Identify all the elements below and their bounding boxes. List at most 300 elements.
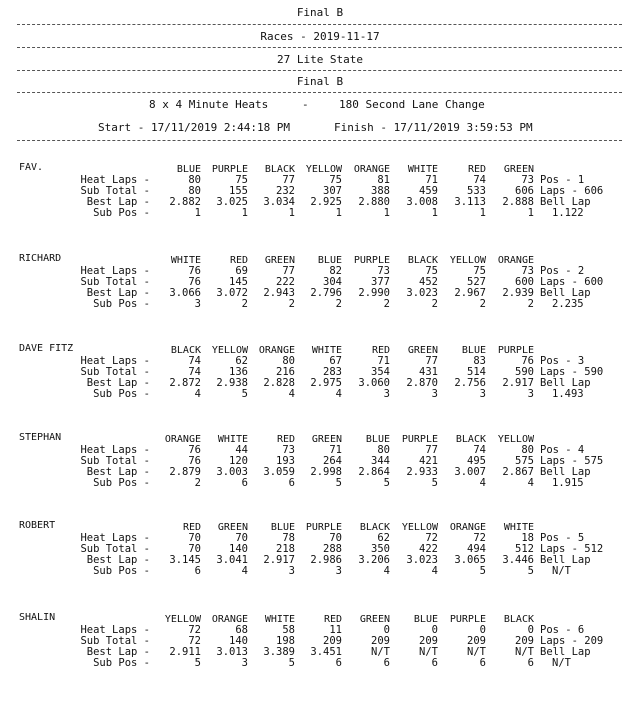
value-cell: 2.998 (310, 466, 342, 478)
value-cell: 2.917 (502, 377, 534, 389)
lane-color: GREEN (503, 164, 534, 175)
lane-color: WHITE (503, 522, 534, 533)
value-cell: 5 (431, 477, 438, 489)
value-cell: 4 (288, 388, 295, 400)
lane-color: BLUE (365, 434, 390, 445)
lane-color: PURPLE (211, 164, 248, 175)
start-time: Start - 17/11/2019 2:44:18 PM (98, 121, 291, 134)
value-cell: 495 (467, 455, 486, 467)
lane-color: RED (467, 164, 486, 175)
value-cell: 304 (323, 276, 342, 288)
value-cell: 3.072 (216, 287, 248, 299)
value-cell: 575 (515, 455, 534, 467)
row-label: Sub Total - (80, 635, 150, 647)
value-cell: 209 (419, 635, 438, 647)
laps: Laps - 512 (540, 543, 604, 555)
laps: Laps - 575 (540, 455, 604, 467)
value-cell: 590 (515, 366, 534, 378)
value-cell: 2 (527, 298, 534, 310)
lane-color: BLUE (461, 345, 486, 356)
value-cell: 527 (467, 276, 486, 288)
divider (17, 92, 622, 93)
value-cell: 193 (276, 455, 295, 467)
lane-color: YELLOW (305, 164, 342, 175)
value-cell: 2.990 (358, 287, 390, 299)
lane-color: BLUE (413, 614, 438, 625)
value-cell: 83 (473, 355, 486, 367)
value-cell: 3.206 (358, 554, 390, 566)
value-cell: 2 (194, 477, 201, 489)
value-cell: 232 (276, 185, 295, 197)
value-cell: 73 (282, 444, 295, 456)
value-cell: 2.888 (502, 196, 534, 208)
bell-lap-label: Bell Lap (540, 377, 591, 389)
value-cell: 5 (194, 657, 201, 669)
laps: Laps - 600 (540, 276, 604, 288)
value-cell: 3.025 (216, 196, 248, 208)
value-cell: 3.034 (263, 196, 295, 208)
value-cell: 4 (335, 388, 342, 400)
racer-block (0, 520, 640, 600)
heat-format-line (0, 98, 640, 111)
value-cell: 431 (419, 366, 438, 378)
value-cell: 3.060 (358, 377, 390, 389)
pos: Pos - 2 (540, 265, 585, 277)
value-cell: 72 (473, 532, 486, 544)
row-label: Best Lap - (86, 466, 150, 478)
value-cell: 1 (288, 207, 295, 219)
value-cell: 62 (235, 355, 248, 367)
value-cell: 388 (371, 185, 390, 197)
value-cell: 377 (371, 276, 390, 288)
lane-color: GREEN (264, 255, 295, 266)
value-cell: 2 (241, 298, 248, 310)
value-cell: 4 (527, 477, 534, 489)
row-label: Best Lap - (86, 196, 150, 208)
value-cell: 3.065 (454, 554, 486, 566)
value-cell: 69 (235, 265, 248, 277)
value-cell: 76 (188, 276, 201, 288)
value-cell: 81 (377, 174, 390, 186)
value-cell: 2 (479, 298, 486, 310)
value-cell: 1 (431, 207, 438, 219)
value-cell: 72 (425, 532, 438, 544)
value-cell: 77 (282, 265, 295, 277)
value-cell: 6 (288, 477, 295, 489)
value-cell: 2.872 (169, 377, 201, 389)
value-cell: 76 (188, 455, 201, 467)
value-cell: 422 (419, 543, 438, 555)
row-label: Best Lap - (86, 646, 150, 658)
row-label: Best Lap - (86, 377, 150, 389)
value-cell: 71 (425, 174, 438, 186)
value-cell: 209 (467, 635, 486, 647)
value-cell: 18 (521, 532, 534, 544)
value-cell: 75 (425, 265, 438, 277)
bell-lap: 1.915 (552, 477, 584, 489)
value-cell: 71 (329, 444, 342, 456)
value-cell: 3 (527, 388, 534, 400)
value-cell: 76 (188, 265, 201, 277)
value-cell: 1 (335, 207, 342, 219)
value-cell: 0 (527, 624, 534, 636)
value-cell: 198 (276, 635, 295, 647)
value-cell: 494 (467, 543, 486, 555)
value-cell: 209 (371, 635, 390, 647)
value-cell: 3.451 (310, 646, 342, 658)
value-cell: 76 (188, 444, 201, 456)
value-cell: 2.756 (454, 377, 486, 389)
value-cell: 2.880 (358, 196, 390, 208)
bell-lap-label: Bell Lap (540, 646, 591, 658)
value-cell: 73 (521, 265, 534, 277)
value-cell: 3.008 (406, 196, 438, 208)
track-name: 27 Lite State (276, 53, 364, 66)
sub-pos-row (0, 566, 640, 577)
row-label: Sub Pos - (93, 565, 150, 577)
row-label: Heat Laps - (80, 355, 150, 367)
divider (17, 24, 622, 25)
racer-name: STEPHAN (19, 432, 62, 443)
value-cell: 3.389 (263, 646, 295, 658)
lane-color: WHITE (217, 434, 248, 445)
value-cell: 6 (479, 657, 486, 669)
lane-color: GREEN (217, 522, 248, 533)
value-cell: 3.113 (454, 196, 486, 208)
lane-color: BLACK (170, 345, 201, 356)
value-cell: 2.867 (502, 466, 534, 478)
value-cell: 3 (383, 388, 390, 400)
lane-color: ORANGE (449, 522, 486, 533)
value-cell: 2.967 (454, 287, 486, 299)
value-cell: 74 (188, 366, 201, 378)
value-cell: 70 (188, 532, 201, 544)
lane-change: 180 Second Lane Change (339, 98, 485, 111)
lane-color: WHITE (407, 164, 438, 175)
value-cell: 2.943 (263, 287, 295, 299)
value-cell: 512 (515, 543, 534, 555)
lane-color: ORANGE (164, 434, 201, 445)
lane-color: GREEN (311, 434, 342, 445)
lane-color: YELLOW (164, 614, 201, 625)
lane-color: YELLOW (449, 255, 486, 266)
laps: Laps - 209 (540, 635, 604, 647)
value-cell: 600 (515, 276, 534, 288)
value-cell: 145 (229, 276, 248, 288)
value-cell: 5 (527, 565, 534, 577)
value-cell: 3 (194, 298, 201, 310)
value-cell: 75 (473, 265, 486, 277)
row-label: Best Lap - (86, 287, 150, 299)
lane-color: YELLOW (497, 434, 534, 445)
racer-block (0, 253, 640, 333)
row-label: Sub Pos - (93, 207, 150, 219)
value-cell: 2.828 (263, 377, 295, 389)
lane-color: GREEN (359, 614, 390, 625)
value-cell: 2 (335, 298, 342, 310)
value-cell: 74 (188, 355, 201, 367)
value-cell: 2.986 (310, 554, 342, 566)
value-cell: 3 (431, 388, 438, 400)
value-cell: 5 (288, 657, 295, 669)
value-cell: 218 (276, 543, 295, 555)
value-cell: 70 (235, 532, 248, 544)
value-cell: 2.925 (310, 196, 342, 208)
value-cell: 288 (323, 543, 342, 555)
value-cell: 2.911 (169, 646, 201, 658)
value-cell: 1 (383, 207, 390, 219)
value-cell: 67 (329, 355, 342, 367)
racer-block (0, 343, 640, 423)
value-cell: 307 (323, 185, 342, 197)
lane-color: PURPLE (401, 434, 438, 445)
value-cell: 3 (241, 657, 248, 669)
lane-color: BLACK (264, 164, 295, 175)
value-cell: 344 (371, 455, 390, 467)
value-cell: 222 (276, 276, 295, 288)
value-cell: 2.864 (358, 466, 390, 478)
value-cell: 68 (235, 624, 248, 636)
value-cell: 80 (188, 174, 201, 186)
sub-pos-row (0, 208, 640, 219)
bell-lap-label: Bell Lap (540, 196, 591, 208)
value-cell: 0 (383, 624, 390, 636)
value-cell: 350 (371, 543, 390, 555)
row-label: Sub Total - (80, 185, 150, 197)
value-cell: 3.023 (406, 287, 438, 299)
value-cell: N/T (371, 646, 390, 658)
value-cell: 73 (377, 265, 390, 277)
value-cell: 533 (467, 185, 486, 197)
lane-color: WHITE (170, 255, 201, 266)
bell-lap: 2.235 (552, 298, 584, 310)
value-cell: 3.446 (502, 554, 534, 566)
lane-color: BLACK (407, 255, 438, 266)
value-cell: 283 (323, 366, 342, 378)
value-cell: 5 (241, 388, 248, 400)
row-label: Heat Laps - (80, 174, 150, 186)
bell-lap-label: Bell Lap (540, 466, 591, 478)
pos: Pos - 1 (540, 174, 585, 186)
value-cell: 3.145 (169, 554, 201, 566)
value-cell: 0 (479, 624, 486, 636)
lane-color: YELLOW (211, 345, 248, 356)
value-cell: 77 (425, 444, 438, 456)
racer-block (0, 162, 640, 242)
racer-name: SHALIN (19, 612, 56, 623)
value-cell: 209 (515, 635, 534, 647)
value-cell: 3.003 (216, 466, 248, 478)
value-cell: 514 (467, 366, 486, 378)
value-cell: 3.013 (216, 646, 248, 658)
value-cell: 6 (383, 657, 390, 669)
row-label: Heat Laps - (80, 444, 150, 456)
value-cell: 2 (288, 298, 295, 310)
value-cell: 421 (419, 455, 438, 467)
value-cell: 2.938 (216, 377, 248, 389)
value-cell: 76 (521, 355, 534, 367)
value-cell: 216 (276, 366, 295, 378)
lane-color: BLACK (359, 522, 390, 533)
value-cell: 6 (194, 565, 201, 577)
pos: Pos - 6 (540, 624, 585, 636)
value-cell: 3.041 (216, 554, 248, 566)
bell-lap: N/T (552, 565, 571, 577)
row-label: Sub Total - (80, 276, 150, 288)
lane-color: RED (371, 345, 390, 356)
lane-color: RED (229, 255, 248, 266)
bell-lap-label: Bell Lap (540, 554, 591, 566)
value-cell: 6 (241, 477, 248, 489)
row-label: Sub Total - (80, 455, 150, 467)
value-cell: 2.879 (169, 466, 201, 478)
value-cell: 4 (194, 388, 201, 400)
lane-color: BLACK (503, 614, 534, 625)
row-label: Sub Total - (80, 366, 150, 378)
pos: Pos - 4 (540, 444, 585, 456)
value-cell: 6 (431, 657, 438, 669)
lane-color: PURPLE (449, 614, 486, 625)
sub-pos-row (0, 658, 640, 669)
value-cell: 75 (235, 174, 248, 186)
divider (17, 140, 622, 141)
value-cell: 0 (431, 624, 438, 636)
value-cell: 354 (371, 366, 390, 378)
value-cell: 3.059 (263, 466, 295, 478)
value-cell: 74 (473, 174, 486, 186)
pos: Pos - 3 (540, 355, 585, 367)
row-label: Sub Pos - (93, 388, 150, 400)
value-cell: 606 (515, 185, 534, 197)
lane-color: RED (323, 614, 342, 625)
heats-separator: - (302, 98, 309, 111)
lane-color: WHITE (264, 614, 295, 625)
value-cell: 140 (229, 543, 248, 555)
divider (17, 47, 622, 48)
value-cell: 80 (377, 444, 390, 456)
lane-color: PURPLE (305, 522, 342, 533)
value-cell: 3.007 (454, 466, 486, 478)
value-cell: 78 (282, 532, 295, 544)
heats-count: 8 x 4 Minute Heats (149, 98, 269, 111)
value-cell: 120 (229, 455, 248, 467)
document-title: Final B (296, 6, 344, 19)
value-cell: 452 (419, 276, 438, 288)
value-cell: 2.975 (310, 377, 342, 389)
lane-color: ORANGE (353, 164, 390, 175)
row-label: Heat Laps - (80, 624, 150, 636)
value-cell: 2.796 (310, 287, 342, 299)
value-cell: 2.917 (263, 554, 295, 566)
races-date: Races - 2019-11-17 (260, 30, 380, 43)
value-cell: 1 (479, 207, 486, 219)
value-cell: 73 (521, 174, 534, 186)
lane-color: RED (182, 522, 201, 533)
value-cell: 70 (188, 543, 201, 555)
value-cell: 136 (229, 366, 248, 378)
value-cell: 155 (229, 185, 248, 197)
lane-color: WHITE (311, 345, 342, 356)
lane-color: BLUE (270, 522, 295, 533)
value-cell: 4 (241, 565, 248, 577)
row-label: Heat Laps - (80, 532, 150, 544)
value-cell: 4 (479, 477, 486, 489)
value-cell: 4 (431, 565, 438, 577)
sub-pos-row (0, 478, 640, 489)
row-label: Sub Pos - (93, 298, 150, 310)
row-label: Heat Laps - (80, 265, 150, 277)
lane-color: YELLOW (401, 522, 438, 533)
value-cell: 11 (329, 624, 342, 636)
laps: Laps - 606 (540, 185, 604, 197)
value-cell: 70 (329, 532, 342, 544)
value-cell: N/T (419, 646, 438, 658)
bell-lap: N/T (552, 657, 571, 669)
value-cell: 71 (377, 355, 390, 367)
pos: Pos - 5 (540, 532, 585, 544)
value-cell: 2.939 (502, 287, 534, 299)
value-cell: 5 (383, 477, 390, 489)
value-cell: 77 (282, 174, 295, 186)
value-cell: 3.023 (406, 554, 438, 566)
value-cell: 5 (479, 565, 486, 577)
value-cell: 6 (335, 657, 342, 669)
value-cell: 3 (335, 565, 342, 577)
value-cell: 80 (188, 185, 201, 197)
racer-name: ROBERT (19, 520, 56, 531)
value-cell: 2.933 (406, 466, 438, 478)
value-cell: 2.870 (406, 377, 438, 389)
lane-color: PURPLE (497, 345, 534, 356)
lane-color: ORANGE (497, 255, 534, 266)
lane-color: ORANGE (211, 614, 248, 625)
value-cell: 1 (194, 207, 201, 219)
lane-color: PURPLE (353, 255, 390, 266)
value-cell: 209 (323, 635, 342, 647)
event-subtitle: Final B (296, 75, 344, 88)
laps: Laps - 590 (540, 366, 604, 378)
bell-lap-label: Bell Lap (540, 287, 591, 299)
value-cell: 82 (329, 265, 342, 277)
value-cell: 62 (377, 532, 390, 544)
value-cell: 44 (235, 444, 248, 456)
value-cell: 3.066 (169, 287, 201, 299)
value-cell: 72 (188, 624, 201, 636)
bell-lap: 1.493 (552, 388, 584, 400)
divider (17, 70, 622, 71)
value-cell: 3 (288, 565, 295, 577)
lane-color: BLUE (317, 255, 342, 266)
value-cell: 74 (473, 444, 486, 456)
lane-color: RED (276, 434, 295, 445)
value-cell: 459 (419, 185, 438, 197)
value-cell: 58 (282, 624, 295, 636)
row-label: Sub Pos - (93, 477, 150, 489)
value-cell: 2 (431, 298, 438, 310)
time-line (0, 121, 640, 134)
racer-block (0, 612, 640, 692)
value-cell: 75 (329, 174, 342, 186)
racer-name: RICHARD (19, 253, 62, 264)
value-cell: 72 (188, 635, 201, 647)
value-cell: 3 (479, 388, 486, 400)
bell-lap: 1.122 (552, 207, 584, 219)
value-cell: N/T (515, 646, 534, 658)
value-cell: 264 (323, 455, 342, 467)
racer-block (0, 432, 640, 512)
row-label: Sub Total - (80, 543, 150, 555)
value-cell: 80 (521, 444, 534, 456)
